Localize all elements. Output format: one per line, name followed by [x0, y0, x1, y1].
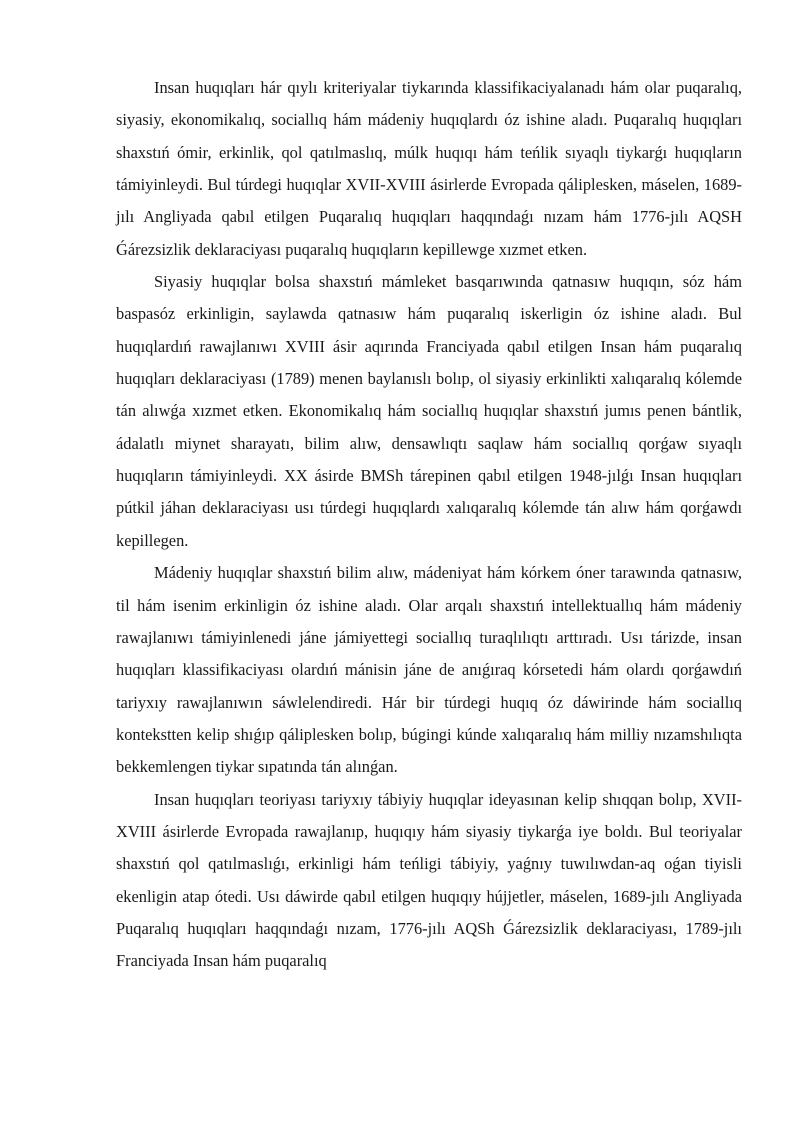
document-body — [116, 72, 742, 978]
paragraph-1: Insan huqıqları hár qıylı kriteriyalar tiykarında klassifikaciyalanadı hám olar puqaralıq, siyasiy, ekonomikalıq, sociallıq hám mádeniy huqıqlardı óz ishine aladı. Puqaralıq huqıqları shaxstıń ómir, erkinlik, qol qatılmaslıq, múlk huqıqı hám teńlik sıyaqlı tiykarǵı huqıqların támiyinleydi. Bul túrdegi huqıqlar XVII-XVIII ásirlerde Evropada qáliplesken, máselen, 1689-jılı Angliyada qabıl etilgen Puqaralıq huqıqları haqqındaǵı nızam hám 1776-jılı AQSH Ǵárezsizlik deklaraciyası puqaralıq huqıqların kepillewge xızmet etken. — [116, 78, 742, 259]
paragraph-4: Insan huqıqları teoriyası tariyxıy tábiyiy huqıqlar ideyasınan kelip shıqqan bolıp, XVII-XVIII ásirlerde Evropada rawajlanıp, huqıqıy hám siyasiy tiykarǵa iye boldı. Bul teoriyalar shaxstıń qol qatılmaslıǵı, erkinligi hám teńligi tábiyiy, yaǵnıy tuwılıwdan-aq oǵan tiyisli ekenligin atap ótedi. Usı dáwirde qabıl etilgen huqıqıy hújjetler, máselen, 1689-jılı Angliyada Puqaralıq huqıqları haqqındaǵı nızam, 1776-jılı AQSh Ǵárezsizlik deklaraciyası, 1789-jılı Franciyada Insan hám puqaralıq — [116, 789, 742, 971]
paragraph-2: Siyasiy huqıqlar bolsa shaxstıń mámleket basqarıwında qatnasıw huqıqın, sóz hám baspasóz erkinligin, saylawda qatnasıw hám puqaralıq iskerligin óz ishine aladı. Bul huqıqlardıń rawajlanıwı XVIII ásir aqırında Franciyada qabıl etilgen Insan hám puqaralıq huqıqları deklaraciyası (1789) menen baylanıslı bolıp, ol siyasiy erkinlikti xalıqaralıq kólemde tán alıwǵa xızmet etken. Ekonomikalıq hám sociallıq huqıqlar shaxstıń jumıs penen bántlik, ádalatlı miynet sharayatı, bilim alıw, densawlıqtı saqlaw hám sociallıq qorǵaw sıyaqlı huqıqların támiyinleydi. XX ásirde BMSh tárepinen qabıl etilgen 1948-jılǵı Insan huqıqları pútkil jáhan deklaraciyası usı túrdegi huqıqlardı xalıqaralıq kólemde tán alıw hám qorǵawdı kepillegen. — [116, 272, 742, 550]
paragraph-3: Mádeniy huqıqlar shaxstıń bilim alıw, mádeniyat hám kórkem óner tarawında qatnasıw, til hám isenim erkinligin óz ishine aladı. Olar arqalı shaxstıń intellektuallıq hám mádeniy rawajlanıwı támiyinlenedi jáne jámiyettegi sociallıq turaqlılıqtı arttıradı. Usı tárizde, insan huqıqları klassifikaciyası olardıń mánisin jáne de anıǵıraq kórsetedi hám olardı qorǵawdıń tariyxıy rawajlanıwın sáwlelendiredi. Hár bir túrdegi huqıq óz dáwirinde hám sociallıq kontekstten kelip shıǵıp qáliplesken bolıp, búgingi kúnde xalıqaralıq hám milliy nızamshılıqta bekkemlengen tiykar sıpatında tán alınǵan. — [116, 563, 742, 777]
